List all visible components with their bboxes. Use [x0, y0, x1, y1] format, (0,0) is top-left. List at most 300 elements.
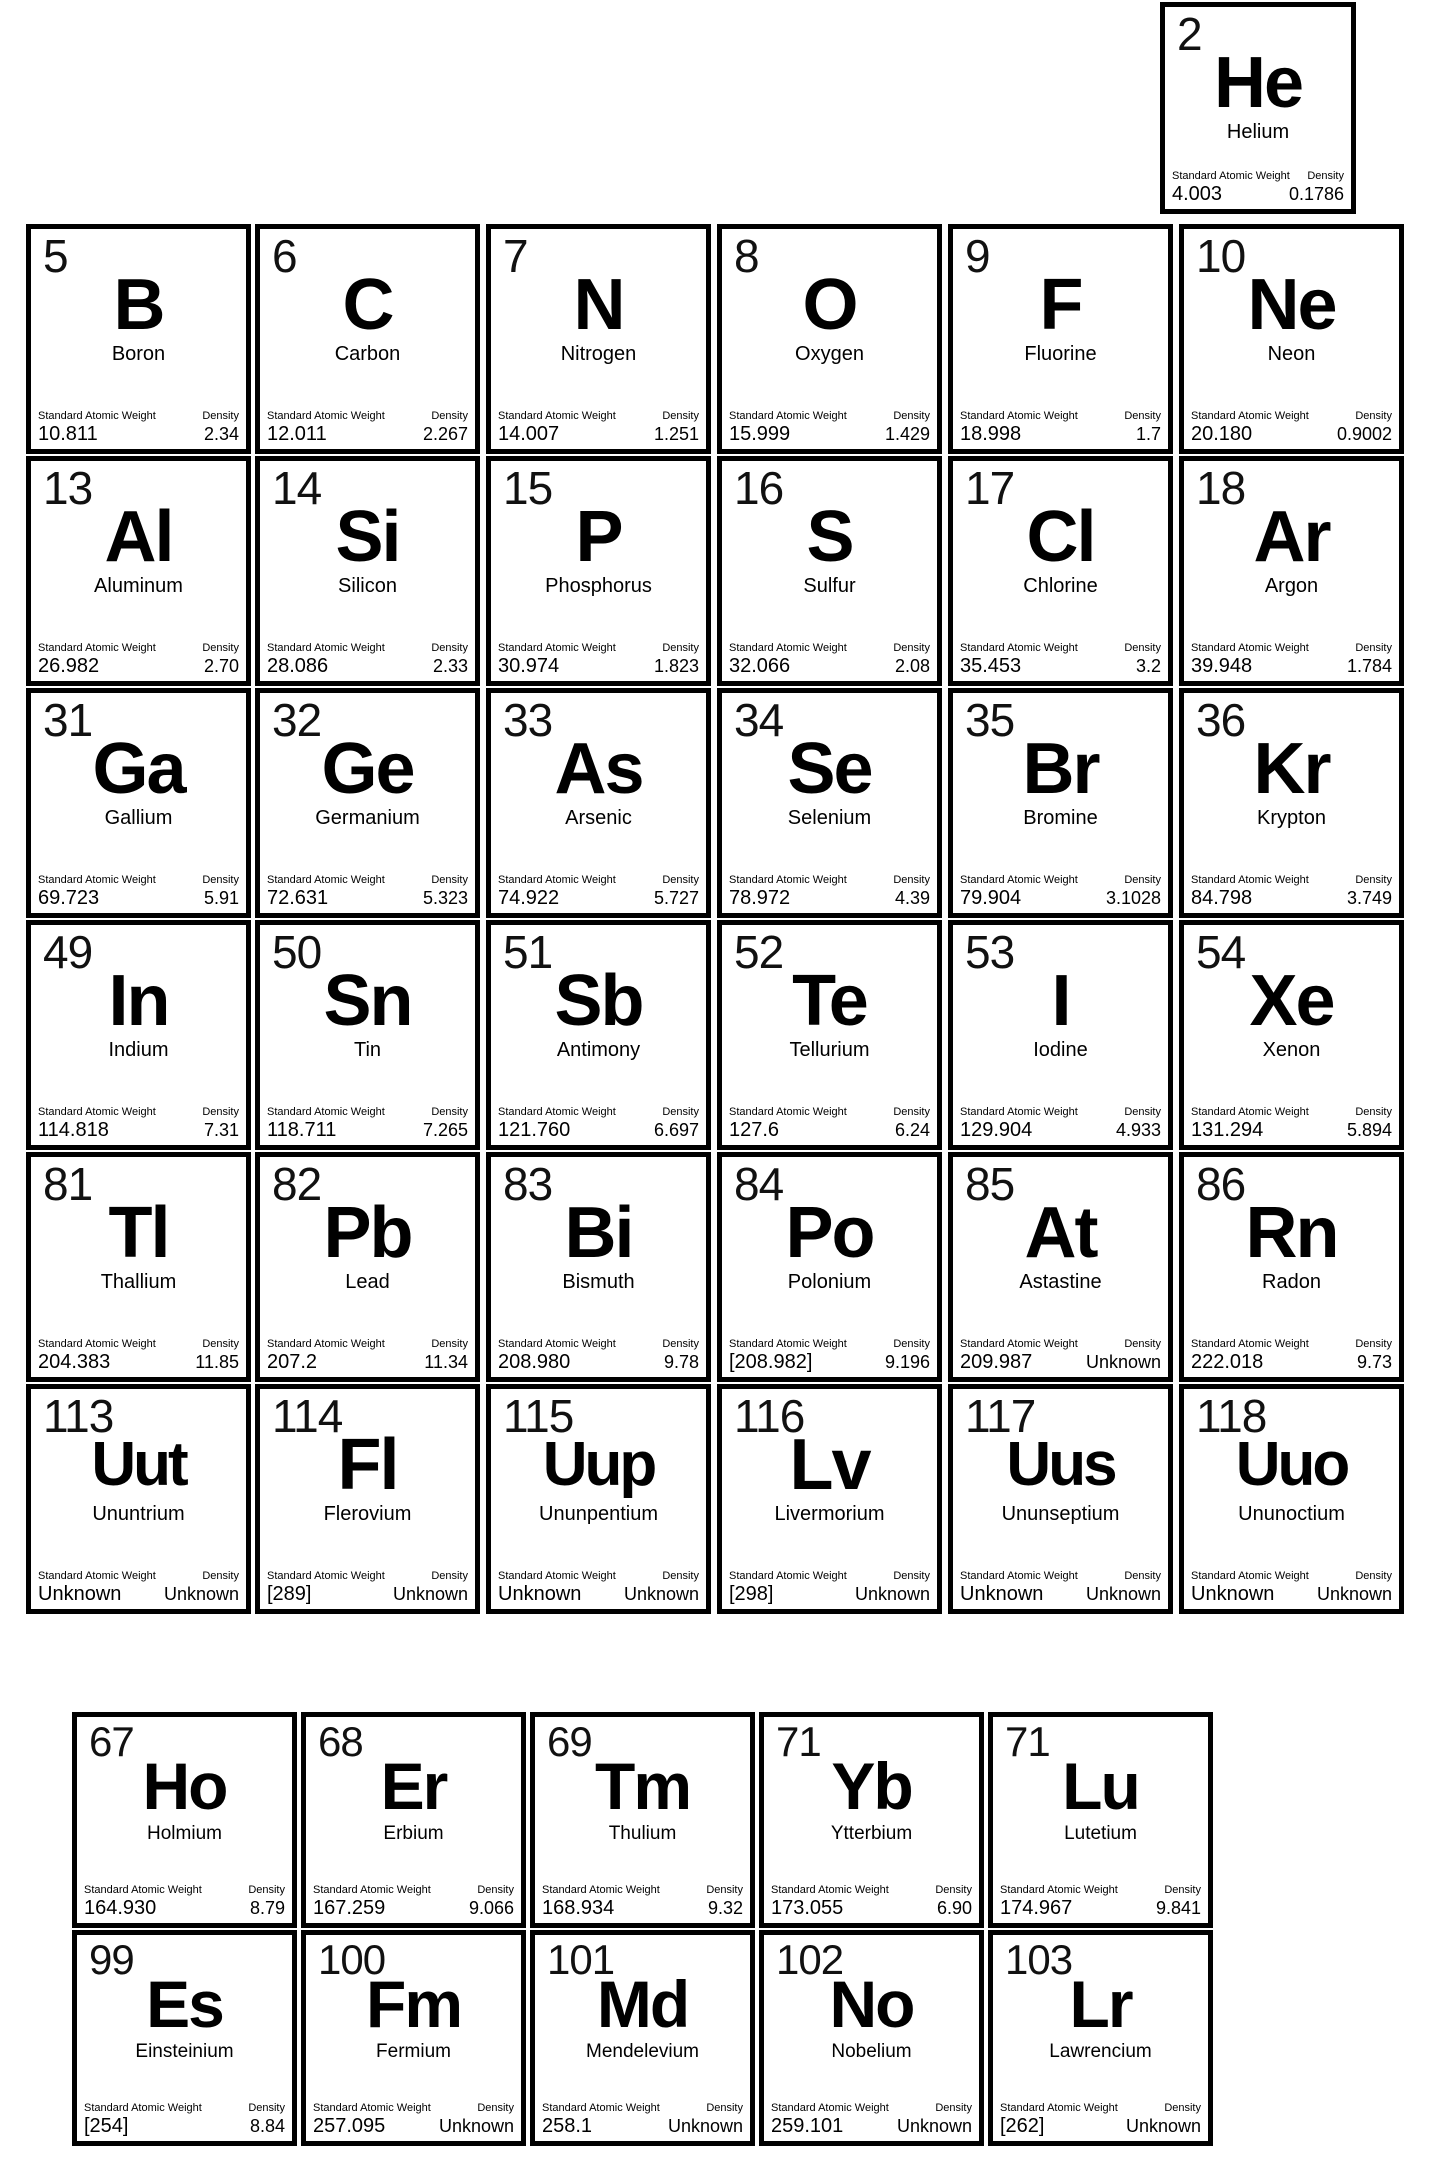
element-cell-yb[interactable]: [759, 1712, 984, 1928]
element-name: Carbon: [334, 343, 401, 365]
weight-value: 4.003: [1172, 183, 1223, 205]
element-properties: [84, 1884, 285, 1919]
weight-value: 164.930: [84, 1897, 157, 1919]
density-label: Density: [1164, 2102, 1201, 2114]
weight-label: Standard Atomic Weight: [729, 410, 847, 422]
element-symbol: Kr: [1253, 729, 1330, 809]
element-symbol: Lv: [789, 1425, 870, 1505]
element-cell-sn[interactable]: [255, 920, 480, 1150]
element-symbol: Fl: [337, 1425, 398, 1505]
element-cell-uup[interactable]: [486, 1384, 711, 1614]
weight-label: Standard Atomic Weight: [267, 1570, 385, 1582]
density-value: 6.24: [894, 1120, 930, 1140]
element-cell-kr[interactable]: [1179, 688, 1404, 918]
atomic-number: 53: [965, 926, 1015, 978]
density-value: 3.2: [1135, 656, 1161, 676]
weight-value: Unknown: [960, 1583, 1044, 1605]
density-label: Density: [662, 410, 699, 422]
element-name: Astastine: [1019, 1271, 1102, 1293]
element-properties: [38, 1106, 239, 1141]
element-properties: [1191, 1106, 1392, 1141]
element-symbol: He: [1213, 43, 1303, 123]
element-cell-po[interactable]: [717, 1152, 942, 1382]
element-name: Ununtrium: [92, 1503, 185, 1525]
atomic-number: 83: [503, 1158, 553, 1210]
weight-value: 74.922: [498, 887, 560, 909]
element-cell-s[interactable]: [717, 456, 942, 686]
element-cell-si[interactable]: [255, 456, 480, 686]
weight-label: Standard Atomic Weight: [1191, 1570, 1309, 1582]
weight-label: Standard Atomic Weight: [38, 874, 156, 886]
element-name: Indium: [108, 1039, 169, 1061]
element-symbol: C: [342, 265, 393, 345]
density-value: Unknown: [1085, 1352, 1161, 1372]
density-label: Density: [248, 2102, 285, 2114]
element-properties: [498, 1338, 699, 1373]
density-value: 6.90: [936, 1898, 972, 1918]
density-label: Density: [202, 1570, 239, 1582]
element-name: Tellurium: [789, 1039, 870, 1061]
element-symbol: Bi: [564, 1193, 633, 1273]
atomic-number: 52: [734, 926, 784, 978]
weight-value: 167.259: [313, 1897, 386, 1919]
element-symbol: Tm: [595, 1749, 690, 1823]
density-label: Density: [1355, 874, 1392, 886]
element-name: Mendelevium: [586, 2041, 699, 2062]
density-value: Unknown: [896, 2116, 972, 2136]
weight-value: 209.987: [960, 1351, 1033, 1373]
density-value: 7.31: [203, 1120, 239, 1140]
density-value: 1.251: [653, 424, 699, 444]
weight-label: Standard Atomic Weight: [267, 642, 385, 654]
weight-value: 30.974: [498, 655, 560, 677]
density-value: 2.08: [894, 656, 930, 676]
element-cell-tm[interactable]: [530, 1712, 755, 1928]
weight-label: Standard Atomic Weight: [313, 1884, 431, 1896]
element-properties: [1191, 1570, 1392, 1605]
element-properties: [1191, 1338, 1392, 1373]
density-label: Density: [1124, 410, 1161, 422]
weight-value: 258.1: [542, 2115, 593, 2137]
density-label: Density: [1124, 874, 1161, 886]
element-symbol: Si: [335, 497, 400, 577]
element-cell-fm[interactable]: [301, 1930, 526, 2146]
element-properties: [267, 1570, 468, 1605]
element-properties: [960, 642, 1161, 677]
atomic-number: 18: [1196, 462, 1246, 514]
density-value: 8.79: [249, 1898, 285, 1918]
weight-value: [262]: [1000, 2115, 1045, 2137]
density-label: Density: [1124, 1338, 1161, 1350]
weight-value: 121.760: [498, 1119, 571, 1141]
element-cell-pb[interactable]: [255, 1152, 480, 1382]
density-value: 11.85: [195, 1352, 239, 1372]
element-name: Lutetium: [1064, 1823, 1137, 1844]
element-cell-uuo[interactable]: [1179, 1384, 1404, 1614]
element-properties: [1172, 170, 1344, 205]
atomic-number: 71: [1005, 1718, 1050, 1765]
density-label: Density: [1355, 410, 1392, 422]
element-cell-te[interactable]: [717, 920, 942, 1150]
density-label: Density: [662, 1338, 699, 1350]
element-properties: [498, 410, 699, 445]
atomic-number: 114: [272, 1390, 343, 1442]
element-cell-er[interactable]: [301, 1712, 526, 1928]
element-cell-tl[interactable]: [26, 1152, 251, 1382]
element-symbol: In: [108, 961, 169, 1041]
weight-value: 84.798: [1191, 887, 1253, 909]
density-value: 9.78: [663, 1352, 699, 1372]
element-symbol: Uuo: [1235, 1430, 1348, 1499]
atomic-number: 32: [272, 694, 322, 746]
density-value: 5.323: [422, 888, 468, 908]
weight-value: 32.066: [729, 655, 791, 677]
weight-value: 204.383: [38, 1351, 111, 1373]
density-value: 5.727: [653, 888, 699, 908]
element-name: Bismuth: [562, 1271, 635, 1293]
element-properties: [542, 1884, 743, 1919]
density-label: Density: [431, 1106, 468, 1118]
weight-value: 78.972: [729, 887, 791, 909]
density-value: Unknown: [1125, 2116, 1201, 2136]
density-label: Density: [1124, 642, 1161, 654]
density-label: Density: [662, 874, 699, 886]
element-name: Einsteinium: [135, 2041, 234, 2062]
atomic-number: 15: [503, 462, 553, 514]
element-name: Tin: [353, 1039, 382, 1061]
element-cell-lr[interactable]: [988, 1930, 1213, 2146]
density-label: Density: [202, 1106, 239, 1118]
weight-label: Standard Atomic Weight: [498, 642, 616, 654]
element-symbol: B: [113, 265, 164, 345]
element-properties: [84, 2102, 285, 2137]
density-label: Density: [202, 874, 239, 886]
element-cell-br[interactable]: [948, 688, 1173, 918]
element-properties: [1000, 2102, 1201, 2137]
weight-label: Standard Atomic Weight: [84, 2102, 202, 2114]
element-name: Lawrencium: [1049, 2041, 1152, 2062]
element-name: Krypton: [1257, 807, 1326, 829]
element-properties: [1000, 1884, 1201, 1919]
element-symbol: Sb: [554, 961, 643, 1041]
element-cell-i[interactable]: [948, 920, 1173, 1150]
atomic-number: 6: [272, 230, 297, 282]
element-symbol: Ho: [142, 1749, 227, 1823]
element-cell-c[interactable]: [255, 224, 480, 454]
weight-value: 173.055: [771, 1897, 844, 1919]
density-label: Density: [893, 642, 930, 654]
weight-value: 127.6: [729, 1119, 780, 1141]
density-label: Density: [431, 410, 468, 422]
weight-label: Standard Atomic Weight: [84, 1884, 202, 1896]
element-properties: [960, 1338, 1161, 1373]
element-cell-se[interactable]: [717, 688, 942, 918]
element-cell-fl[interactable]: [255, 1384, 480, 1614]
weight-value: 208.980: [498, 1351, 571, 1373]
element-properties: [729, 874, 930, 909]
element-name: Phosphorus: [545, 575, 652, 597]
element-symbol: Md: [596, 1967, 689, 2041]
element-cell-f[interactable]: [948, 224, 1173, 454]
atomic-number: 102: [776, 1936, 844, 1983]
weight-label: Standard Atomic Weight: [498, 1570, 616, 1582]
atomic-number: 8: [734, 230, 759, 282]
element-cell-n[interactable]: [486, 224, 711, 454]
weight-label: Standard Atomic Weight: [729, 1570, 847, 1582]
weight-label: Standard Atomic Weight: [960, 874, 1078, 886]
weight-label: Standard Atomic Weight: [729, 1106, 847, 1118]
element-symbol: P: [575, 497, 622, 577]
weight-value: 222.018: [1191, 1351, 1264, 1373]
element-symbol: Xe: [1249, 961, 1334, 1041]
element-properties: [960, 1106, 1161, 1141]
density-label: Density: [202, 642, 239, 654]
element-cell-md[interactable]: [530, 1930, 755, 2146]
element-name: Fluorine: [1024, 343, 1097, 365]
atomic-number: 69: [547, 1718, 592, 1765]
element-name: Helium: [1226, 121, 1290, 143]
element-properties: [729, 642, 930, 677]
density-value: 4.933: [1115, 1120, 1161, 1140]
element-symbol: Te: [792, 961, 867, 1041]
weight-label: Standard Atomic Weight: [267, 874, 385, 886]
element-cell-o[interactable]: [717, 224, 942, 454]
element-cell-uut[interactable]: [26, 1384, 251, 1614]
density-label: Density: [202, 410, 239, 422]
weight-label: Standard Atomic Weight: [960, 1570, 1078, 1582]
element-properties: [960, 410, 1161, 445]
element-cell-in[interactable]: [26, 920, 251, 1150]
density-value: Unknown: [1316, 1584, 1392, 1604]
element-cell-sb[interactable]: [486, 920, 711, 1150]
density-value: 5.91: [203, 888, 239, 908]
element-symbol: Ge: [321, 729, 414, 809]
element-cell-ho[interactable]: [72, 1712, 297, 1928]
density-label: Density: [662, 1106, 699, 1118]
element-properties: [542, 2102, 743, 2137]
weight-value: 39.948: [1191, 655, 1253, 677]
weight-label: Standard Atomic Weight: [1191, 410, 1309, 422]
element-cell-al[interactable]: [26, 456, 251, 686]
density-value: 9.066: [468, 1898, 514, 1918]
density-value: 9.196: [884, 1352, 930, 1372]
density-label: Density: [662, 642, 699, 654]
element-cell-ge[interactable]: [255, 688, 480, 918]
element-cell-he[interactable]: [1160, 2, 1356, 214]
element-name: Thulium: [608, 1823, 677, 1844]
atomic-number: 115: [503, 1390, 574, 1442]
element-properties: [267, 874, 468, 909]
element-properties: [38, 874, 239, 909]
density-value: 2.70: [203, 656, 239, 676]
element-cell-rn[interactable]: [1179, 1152, 1404, 1382]
element-name: Neon: [1267, 343, 1316, 365]
element-name: Ytterbium: [830, 1823, 913, 1844]
density-label: Density: [893, 1338, 930, 1350]
element-cell-cl[interactable]: [948, 456, 1173, 686]
density-value: 0.1786: [1288, 184, 1344, 204]
element-properties: [771, 2102, 972, 2137]
element-symbol: Es: [146, 1967, 223, 2041]
element-cell-no[interactable]: [759, 1930, 984, 2146]
element-cell-lu[interactable]: [988, 1712, 1213, 1928]
element-cell-as[interactable]: [486, 688, 711, 918]
element-cell-ga[interactable]: [26, 688, 251, 918]
weight-label: Standard Atomic Weight: [498, 874, 616, 886]
density-label: Density: [1124, 1106, 1161, 1118]
weight-label: Standard Atomic Weight: [771, 1884, 889, 1896]
element-cell-es[interactable]: [72, 1930, 297, 2146]
element-properties: [267, 410, 468, 445]
weight-label: Standard Atomic Weight: [38, 642, 156, 654]
weight-value: [298]: [729, 1583, 774, 1605]
element-properties: [498, 1570, 699, 1605]
atomic-number: 33: [503, 694, 553, 746]
element-name: Thallium: [100, 1271, 177, 1293]
density-value: 11.34: [424, 1352, 468, 1372]
weight-label: Standard Atomic Weight: [542, 1884, 660, 1896]
element-name: Argon: [1264, 575, 1319, 597]
weight-label: Standard Atomic Weight: [267, 410, 385, 422]
density-value: Unknown: [163, 1584, 239, 1604]
element-symbol: Uup: [542, 1430, 655, 1499]
density-value: 1.784: [1346, 656, 1392, 676]
atomic-number: 101: [547, 1936, 615, 1983]
element-properties: [1191, 410, 1392, 445]
atomic-number: 117: [965, 1390, 1036, 1442]
weight-value: 69.723: [38, 887, 100, 909]
density-label: Density: [477, 1884, 514, 1896]
weight-value: [208.982]: [729, 1351, 813, 1373]
atomic-number: 13: [43, 462, 93, 514]
element-symbol: Br: [1022, 729, 1099, 809]
weight-value: 129.904: [960, 1119, 1033, 1141]
weight-value: 20.180: [1191, 423, 1253, 445]
element-cell-b[interactable]: [26, 224, 251, 454]
element-name: Holmium: [147, 1823, 222, 1844]
density-value: Unknown: [854, 1584, 930, 1604]
weight-label: Standard Atomic Weight: [960, 1338, 1078, 1350]
element-name: Sulfur: [803, 575, 856, 597]
element-name: Fermium: [376, 2041, 451, 2062]
weight-label: Standard Atomic Weight: [38, 1570, 156, 1582]
density-value: Unknown: [1085, 1584, 1161, 1604]
density-value: 0.9002: [1336, 424, 1392, 444]
weight-label: Standard Atomic Weight: [1191, 1338, 1309, 1350]
density-label: Density: [1307, 170, 1344, 182]
element-symbol: Lr: [1069, 1967, 1132, 2041]
density-value: 6.697: [653, 1120, 699, 1140]
element-cell-lv[interactable]: [717, 1384, 942, 1614]
density-label: Density: [1124, 1570, 1161, 1582]
element-cell-uus[interactable]: [948, 1384, 1173, 1614]
atomic-number: 86: [1196, 1158, 1246, 1210]
density-label: Density: [662, 1570, 699, 1582]
density-value: 8.84: [249, 2116, 285, 2136]
weight-label: Standard Atomic Weight: [38, 1106, 156, 1118]
atomic-number: 2: [1177, 8, 1202, 60]
element-cell-bi[interactable]: [486, 1152, 711, 1382]
weight-value: 26.982: [38, 655, 100, 677]
atomic-number: 100: [318, 1936, 386, 1983]
element-symbol: Uut: [91, 1430, 186, 1499]
element-name: Lead: [345, 1271, 390, 1293]
element-name: Nitrogen: [560, 343, 637, 365]
element-symbol: Fm: [366, 1967, 461, 2041]
density-label: Density: [1355, 1570, 1392, 1582]
weight-label: Standard Atomic Weight: [38, 1338, 156, 1350]
weight-label: Standard Atomic Weight: [729, 874, 847, 886]
element-cell-ar[interactable]: [1179, 456, 1404, 686]
element-properties: [38, 642, 239, 677]
weight-value: 15.999: [729, 423, 791, 445]
element-cell-xe[interactable]: [1179, 920, 1404, 1150]
element-symbol: Ar: [1253, 497, 1330, 577]
element-symbol: N: [573, 265, 624, 345]
density-label: Density: [202, 1338, 239, 1350]
element-symbol: As: [554, 729, 643, 809]
atomic-number: 50: [272, 926, 322, 978]
weight-value: 72.631: [267, 887, 329, 909]
element-name: Ununseptium: [1001, 1503, 1120, 1525]
element-name: Gallium: [104, 807, 173, 829]
element-symbol: S: [806, 497, 853, 577]
density-label: Density: [1164, 1884, 1201, 1896]
element-symbol: At: [1024, 1193, 1097, 1273]
element-symbol: Ne: [1247, 265, 1336, 345]
element-cell-at[interactable]: [948, 1152, 1173, 1382]
atomic-number: 113: [43, 1390, 114, 1442]
element-symbol: Se: [787, 729, 872, 809]
element-name: Arsenic: [565, 807, 632, 829]
weight-label: Standard Atomic Weight: [38, 410, 156, 422]
density-label: Density: [1355, 642, 1392, 654]
element-properties: [1191, 874, 1392, 909]
element-name: Oxygen: [795, 343, 864, 365]
element-name: Nobelium: [831, 2041, 912, 2062]
element-name: Xenon: [1262, 1039, 1321, 1061]
weight-value: 35.453: [960, 655, 1022, 677]
element-name: Ununoctium: [1238, 1503, 1345, 1525]
element-properties: [729, 410, 930, 445]
weight-label: Standard Atomic Weight: [1191, 874, 1309, 886]
element-name: Iodine: [1033, 1039, 1088, 1061]
element-symbol: I: [1051, 961, 1070, 1041]
atomic-number: 7: [503, 230, 528, 282]
element-name: Chlorine: [1023, 575, 1098, 597]
element-properties: [38, 1570, 239, 1605]
element-symbol: Uus: [1006, 1430, 1115, 1499]
weight-value: Unknown: [38, 1583, 122, 1605]
element-cell-ne[interactable]: [1179, 224, 1404, 454]
element-properties: [960, 1570, 1161, 1605]
density-label: Density: [935, 1884, 972, 1896]
weight-value: 10.811: [38, 423, 98, 445]
weight-value: [289]: [267, 1583, 312, 1605]
element-cell-p[interactable]: [486, 456, 711, 686]
density-label: Density: [477, 2102, 514, 2114]
weight-label: Standard Atomic Weight: [729, 1338, 847, 1350]
density-label: Density: [431, 874, 468, 886]
weight-label: Standard Atomic Weight: [771, 2102, 889, 2114]
weight-label: Standard Atomic Weight: [1000, 2102, 1118, 2114]
element-properties: [498, 1106, 699, 1141]
element-symbol: Pb: [323, 1193, 412, 1273]
density-value: Unknown: [667, 2116, 743, 2136]
atomic-number: 31: [43, 694, 93, 746]
element-properties: [313, 1884, 514, 1919]
atomic-number: 71: [776, 1718, 821, 1765]
